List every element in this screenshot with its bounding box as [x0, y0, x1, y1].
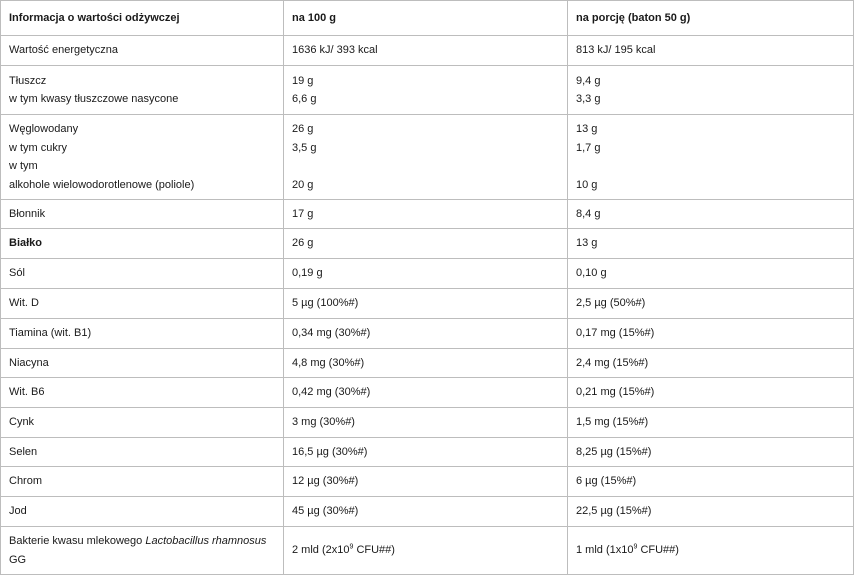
- header-per-100g: na 100 g: [284, 1, 568, 36]
- exponent: 9: [349, 543, 354, 551]
- row-per-100g: 26 g: [284, 229, 568, 259]
- table-row: [1, 289, 854, 319]
- row-per-portion: 0,21 mg (15%#): [568, 378, 854, 408]
- row-per-portion: 13 g: [568, 229, 854, 259]
- value-line: [576, 157, 853, 176]
- row-label-line: [9, 532, 283, 551]
- row-per-100g: [284, 115, 568, 200]
- bacteria-strain-name: Lactobacillus rhamnosus: [145, 535, 267, 547]
- table-row: [1, 438, 854, 467]
- row-label-line: w tym cukry: [9, 141, 68, 154]
- row-per-portion: [568, 527, 854, 575]
- row-per-100g: 5 µg (100%#): [284, 289, 568, 319]
- row-label: Cynk: [1, 408, 284, 438]
- table-row: [1, 229, 854, 259]
- row-label: Wartość energetyczna: [1, 36, 284, 66]
- table-row: [1, 259, 854, 289]
- value-line: 26 g: [292, 123, 314, 135]
- value-line: 13 g: [576, 123, 598, 135]
- table-row: [1, 36, 854, 66]
- value-text: CFU##): [353, 544, 395, 557]
- row-per-portion: 1,5 mg (15%#): [568, 408, 854, 438]
- row-per-portion: [568, 66, 854, 115]
- header-per-portion: na porcję (baton 50 g): [568, 1, 854, 36]
- row-label: Niacyna: [1, 349, 284, 378]
- header-nutrition-info: Informacja o wartości odżywczej: [1, 1, 284, 36]
- value-line: 1,7 g: [576, 141, 601, 154]
- table-row: [1, 467, 854, 497]
- value-line: [576, 541, 853, 560]
- row-label: [1, 66, 284, 115]
- row-per-100g: 0,19 g: [284, 259, 568, 289]
- row-per-100g: 45 µg (30%#): [284, 497, 568, 527]
- table-row: [1, 115, 854, 200]
- row-label: Jod: [1, 497, 284, 527]
- row-label: [1, 115, 284, 200]
- row-per-100g: 1636 kJ/ 393 kcal: [284, 36, 568, 66]
- row-label: Białko: [1, 229, 284, 259]
- row-label: Chrom: [1, 467, 284, 497]
- row-label-line: Tłuszcz: [9, 74, 47, 87]
- row-per-100g: 0,34 mg (30%#): [284, 319, 568, 349]
- table-row: [1, 319, 854, 349]
- row-per-100g: [284, 66, 568, 115]
- row-label-line: Węglowodany: [9, 123, 79, 135]
- row-label: Wit. D: [1, 289, 284, 319]
- row-per-portion: 8,4 g: [568, 200, 854, 229]
- value-line: 19 g: [292, 74, 314, 87]
- row-label: Błonnik: [1, 200, 284, 229]
- value-text: CFU##): [637, 544, 679, 557]
- row-label: Selen: [1, 438, 284, 467]
- row-label-line: alkohole wielowodorotlenowe (poliole): [9, 178, 195, 191]
- table-row: [1, 497, 854, 527]
- row-per-portion: 6 µg (15%#): [568, 467, 854, 497]
- row-per-100g: 4,8 mg (30%#): [284, 349, 568, 378]
- row-label-line: GG: [9, 553, 27, 566]
- value-line: 3,3 g: [576, 93, 601, 105]
- row-per-100g: 12 µg (30%#): [284, 467, 568, 497]
- row-per-100g: 0,42 mg (30%#): [284, 378, 568, 408]
- table-row: [1, 408, 854, 438]
- row-label: Wit. B6: [1, 378, 284, 408]
- value-line: [292, 541, 567, 560]
- row-per-portion: 2,5 µg (50%#): [568, 289, 854, 319]
- row-per-100g: 17 g: [284, 200, 568, 229]
- row-per-portion: 22,5 µg (15%#): [568, 497, 854, 527]
- row-per-portion: [568, 115, 854, 200]
- value-line: 9,4 g: [576, 74, 601, 87]
- value-line: 20 g: [292, 178, 314, 191]
- row-label-line: w tym kwasy tłuszczowe nasycone: [9, 93, 179, 105]
- row-per-100g: 16,5 µg (30%#): [284, 438, 568, 467]
- value-text: 2 mld (2x10: [292, 544, 350, 557]
- table-row: [1, 66, 854, 115]
- row-per-portion: 0,17 mg (15%#): [568, 319, 854, 349]
- table-row: [1, 527, 854, 575]
- row-per-portion: 0,10 g: [568, 259, 854, 289]
- row-per-portion: 813 kJ/ 195 kcal: [568, 36, 854, 66]
- header-row: [1, 1, 854, 36]
- value-line: 3,5 g: [292, 141, 317, 154]
- row-per-portion: 8,25 µg (15%#): [568, 438, 854, 467]
- table-row: [1, 349, 854, 378]
- row-per-100g: [284, 527, 568, 575]
- value-text: 1 mld (1x10: [576, 544, 634, 557]
- row-label-line: w tym: [9, 160, 38, 172]
- row-per-portion: 2,4 mg (15%#): [568, 349, 854, 378]
- row-per-100g: 3 mg (30%#): [284, 408, 568, 438]
- bacteria-label-prefix: Bakterie kwasu mlekowego: [9, 535, 146, 547]
- table-row: [1, 378, 854, 408]
- row-label: [1, 527, 284, 575]
- value-line: 6,6 g: [292, 93, 317, 105]
- value-line: [292, 157, 567, 176]
- row-label: Sól: [1, 259, 284, 289]
- table-row: [1, 200, 854, 229]
- value-line: 10 g: [576, 178, 598, 191]
- exponent: 9: [633, 543, 638, 551]
- row-label: Tiamina (wit. B1): [1, 319, 284, 349]
